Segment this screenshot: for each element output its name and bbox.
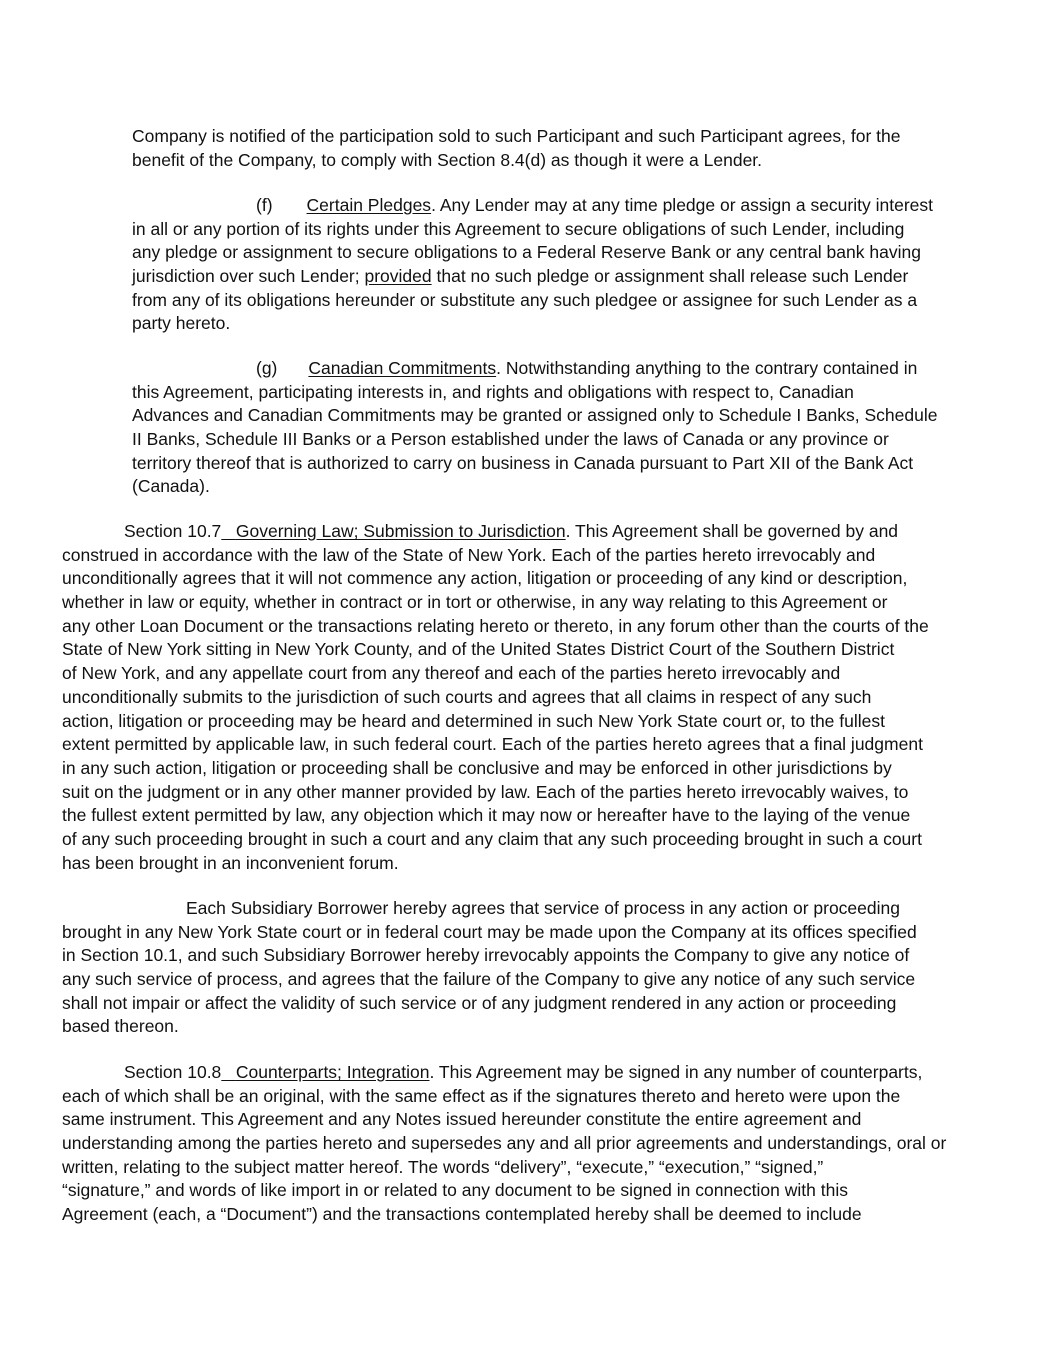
text-line: II Banks, Schedule III Banks or a Person established under the laws of Canada or any province or <box>132 429 889 450</box>
text-line: Company is notified of the participation sold to such Participant and such Participant agrees, for the <box>132 126 901 146</box>
paragraph-certain-pledges <box>132 194 933 336</box>
clause-label: (g) <box>256 358 278 378</box>
section-number: Section 10.7 <box>124 521 222 541</box>
section-heading: Governing Law; Submission to Jurisdiction <box>235 521 566 541</box>
section-10-7-governing-law <box>62 520 929 875</box>
text-fragment: jurisdiction over such Lender; <box>132 266 365 287</box>
provided-term: provided <box>364 266 432 287</box>
text-line <box>62 897 917 921</box>
section-heading-gap <box>221 521 236 541</box>
text-line: from any of its obligations hereunder or substitute any such pledgee or assignee for such Lender as a <box>132 289 918 310</box>
text-line: any other Loan Document or the transactions relating hereto or thereto, in any forum other than the courts of the <box>62 615 929 636</box>
text-line <box>132 265 933 289</box>
clause-heading: Canadian Commitments <box>308 358 497 378</box>
text-line: benefit of the Company, to comply with Section 8.4(d) as though it were a Lender. <box>132 149 763 170</box>
text-line: Advances and Canadian Commitments may be granted or assigned only to Schedule I Banks, Schedule <box>132 405 938 426</box>
text-line: same instrument. This Agreement and any Notes issued hereunder constitute the entire agreement and <box>62 1109 862 1130</box>
section-heading-gap <box>221 1062 236 1082</box>
text-line: action, litigation or proceeding may be heard and determined in such New York State court or, to the fullest <box>62 710 885 731</box>
text-line <box>62 1061 946 1085</box>
text-line: understanding among the parties hereto and supersedes any and all prior agreements and understandings, oral or <box>62 1133 947 1154</box>
section-number: Section 10.8 <box>124 1062 222 1082</box>
text-fragment: . This Agreement may be signed in any number of counterparts, <box>429 1062 923 1082</box>
text-line: brought in any New York State court or in federal court may be made upon the Company at its offices specified <box>62 921 917 942</box>
text-line: “signature,” and words of like import in or related to any document to be signed in connection with this <box>62 1180 848 1201</box>
text-line: whether in law or equity, whether in contract or in tort or otherwise, in any way relating to this Agreement or <box>62 592 888 613</box>
text-line: in any such action, litigation or proceeding shall be conclusive and may be enforced in other jurisdictions by <box>62 757 892 778</box>
text-line <box>132 357 937 381</box>
clause-label: (f) <box>256 195 273 215</box>
text-line: of any such proceeding brought in such a court and any claim that any such proceeding brought in such a court <box>62 828 922 849</box>
paragraph-canadian-commitments <box>132 357 937 499</box>
text-line: any such service of process, and agrees that the failure of the Company to give any notice of any such service <box>62 969 916 990</box>
section-10-8-counterparts <box>62 1061 946 1227</box>
text-line: extent permitted by applicable law, in such federal court. Each of the parties hereto agrees that a final judgment <box>62 734 923 755</box>
text-line: of New York, and any appellate court from any thereof and each of the parties hereto irrevocably and <box>62 663 841 684</box>
text-line <box>132 194 933 218</box>
text-line: unconditionally submits to the jurisdiction of such courts and agrees that all claims in respect of any such <box>62 686 872 707</box>
text-line: suit on the judgment or in any other manner provided by law. Each of the parties hereto irrevocably waives, to <box>62 781 909 802</box>
text-fragment: that no such pledge or assignment shall release such Lender <box>431 266 909 287</box>
text-line: (Canada). <box>132 476 210 497</box>
text-line: in Section 10.1, and such Subsidiary Borrower hereby irrevocably appoints the Company to give any notice of <box>62 945 910 966</box>
text-line: based thereon. <box>62 1016 179 1037</box>
text-fragment: Each Subsidiary Borrower hereby agrees that service of process in any action or proceeding <box>186 898 900 918</box>
text-line: this Agreement, participating interests in, and rights and obligations with respect to, Canadian <box>132 381 854 402</box>
text-fragment: . This Agreement shall be governed by and <box>565 521 899 541</box>
text-line: unconditionally agrees that it will not commence any action, litigation or proceeding of any kind or description, <box>62 568 908 589</box>
text-line: party hereto. <box>132 313 231 334</box>
text-line: Agreement (each, a “Document”) and the transactions contemplated hereby shall be deemed to include <box>62 1204 862 1225</box>
text-line: State of New York sitting in New York County, and of the United States District Court of the Southern District <box>62 639 895 660</box>
paragraph-participation-continuation <box>132 125 901 172</box>
text-line: shall not impair or affect the validity of such service or of any judgment rendered in any action or proceeding <box>62 992 897 1013</box>
text-line: construed in accordance with the law of the State of New York. Each of the parties hereto irrevocably and <box>62 544 876 565</box>
text-line: has been brought in an inconvenient forum. <box>62 852 399 873</box>
text-line: each of which shall be an original, with the same effect as if the signatures thereto and hereto were upon the <box>62 1085 901 1106</box>
text-line: the fullest extent permitted by law, any objection which it may now or hereafter have to the laying of the venue <box>62 805 911 826</box>
text-line: territory thereof that is authorized to carry on business in Canada pursuant to Part XII of the Bank Act <box>132 452 914 473</box>
text-line: in all or any portion of its rights under this Agreement to secure obligations of such Lender, including <box>132 218 905 239</box>
clause-heading: Certain Pledges <box>306 195 432 215</box>
text-line: written, relating to the subject matter hereof. The words “delivery”, “execute,” “execution,” “signed,” <box>62 1156 824 1177</box>
text-fragment: . Notwithstanding anything to the contrary contained in <box>496 358 918 378</box>
text-line <box>62 520 929 544</box>
section-heading: Counterparts; Integration <box>235 1062 430 1082</box>
text-fragment: . Any Lender may at any time pledge or assign a security interest <box>431 195 933 215</box>
paragraph-service-of-process <box>62 897 917 1039</box>
text-line: any pledge or assignment to secure obligations to a Federal Reserve Bank or any central bank having <box>132 242 921 263</box>
